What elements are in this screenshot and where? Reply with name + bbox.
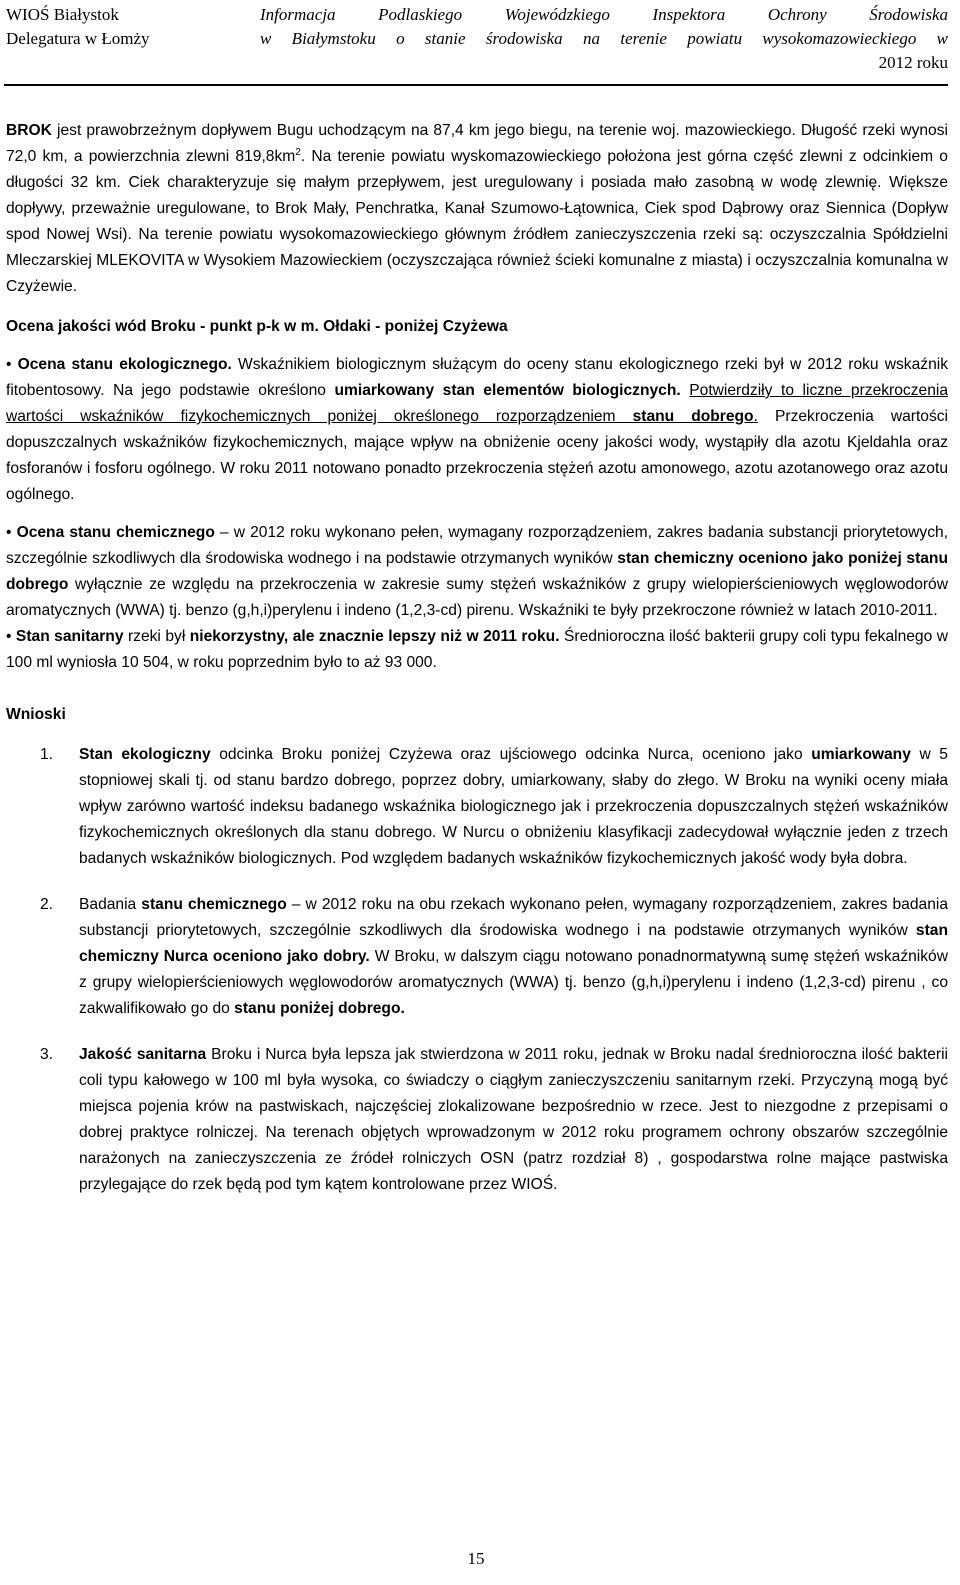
header-org: WIOŚ Białystok xyxy=(6,5,119,24)
river-name: BROK xyxy=(6,122,52,139)
chemical-paragraph xyxy=(6,520,948,624)
header-delegation: Delegatura w Łomży xyxy=(6,29,150,48)
conclusions-list xyxy=(6,742,948,1198)
eco-text-1: Wskaźnikiem biologicznym służącym do oceny stanu ekologicznego rzeki był w 2012 roku wskaźnik fitobentosowy. Na jego podstawie określono xyxy=(6,356,949,399)
conclusion-number: 3. xyxy=(40,1046,54,1063)
eco-underlined-bold: stanu dobrego xyxy=(632,408,754,425)
conclusion-number: 1. xyxy=(40,746,54,763)
conclusion-number: 2. xyxy=(40,896,54,913)
section-title: Ocena jakości wód Broku - punkt p-k w m. Ołdaki - poniżej Czyżewa xyxy=(6,318,508,335)
conclusion-span: odcinka Broku poniżej Czyżewa oraz ujściowego odcinka Nurca, oceniono jako xyxy=(210,746,812,763)
conclusion-text xyxy=(79,742,948,872)
conclusion-span: Badania xyxy=(79,896,142,913)
bullet-glyph: • xyxy=(6,356,18,373)
header-divider xyxy=(4,84,948,86)
eco-bold-2: umiarkowany stan elementów biologicznych. xyxy=(334,382,681,399)
conclusions-title: Wnioski xyxy=(6,706,66,723)
ecological-paragraph xyxy=(6,352,948,508)
conclusion-span: w 5 stopniowej skali tj. od stanu bardzo dobrego, poprzez dobry, umiarkowany, słaby do złego. W Broku na wyniki oceny miała wpływ zarówno wartość indeksu badanego wskaźnika biologicznego jak i przekroczenia dopuszczalnych stężeń wskaźników fizykochemicznych określonych dla stanu dobrego. W Nurcu o obniżeniu klasyfikacji zadecydował wyłącznie jeden z trzech badanych wskaźników biologicznych. Pod względem badanych wskaźników fizykochemicznych jakość wody była dobra. xyxy=(79,746,948,867)
intro-paragraph xyxy=(6,118,948,300)
conclusion-item xyxy=(6,892,948,1022)
conclusion-bold: Jakość sanitarna xyxy=(79,1046,207,1063)
intro-superscript: 2 xyxy=(295,146,301,158)
conclusion-bold: umiarkowany xyxy=(811,746,911,763)
header-left xyxy=(6,3,150,51)
eco-space xyxy=(681,382,690,399)
conclusion-item xyxy=(6,742,948,872)
header-title-line3: 2012 roku xyxy=(878,53,948,72)
sanit-text-2: Średnioroczna ilość bakterii grupy coli typu fekalnego w 100 ml wyniosła 10 504, w roku poprzednim było to aż 93 000. xyxy=(6,628,948,671)
header-title-line2: w Białymstoku o stanie środowiska na terenie powiatu wysokomazowieckiego w xyxy=(260,29,948,48)
conclusion-span: – w 2012 roku na obu rzekach wykonano pełen, wymagany rozporządzeniem, zakres badania substancji priorytetowych, szczególnie szkodliwych dla środowiska wodnego i na podstawie otrzymanych wyników xyxy=(79,896,948,939)
chem-heading: Ocena stanu chemicznego xyxy=(16,524,215,541)
bullet-glyph: • xyxy=(6,524,17,541)
conclusion-text xyxy=(79,892,948,1022)
header-right xyxy=(260,3,948,75)
intro-text-2: . Na terenie powiatu wyskomazowieckiego położona jest górna część zlewni z odcinkiem o długości 32 km. Ciek charakteryzuje się małym przepływem, jest uregulowany i posiada mało zasobną w wodę zlewnię. Większe dopływy, przeważnie uregulowane, to Brok Mały, Penchratka, Kanał Szumowo-Łątownica, Ciek spod Dąbrowy oraz Siennica (Dopływ spod Nowej Wsi). Na terenie powiatu wysokomazowieckiego głównym źródłem zanieczyszczenia rzeki są: oczyszczalnia Spółdzielni Mleczarskiej MLEKOVITA w Wysokiem Mazowieckiem (oczyszczająca również ścieki komunalne z miasta) i oczyszczalnia komunalna w Czyżewie. xyxy=(6,148,948,295)
sanit-bold-2: niekorzystny, ale znacznie lepszy niż w 2011 roku. xyxy=(189,628,560,645)
eco-heading: Ocena stanu ekologicznego. xyxy=(17,356,232,373)
chem-bold-2: stan chemiczny oceniono jako poniżej stanu dobrego xyxy=(6,550,948,593)
conclusion-span: Broku i Nurca była lepsza jak stwierdzona w 2011 roku, jednak w Broku nadal średnioroczna ilość bakterii coli typu kałowego w 100 ml była wysoka, co świadczy o ciągłym zanieczyszczeniu sanitarnym rzeki. Przyczyną mogą być miejsca pojenia krów na pastwiskach, najczęściej zlokalizowane bezpośrednio w rzece. Jest to niezgodne z przepisami o dobrej praktyce rolniczej. Na terenach objętych wprowadzonym w 2012 roku programem ochrony obszarów szczególnie narażonych na zanieczyszczenia ze źródeł rolniczych OSN (patrz rozdział 8) , gospodarstwa rolne mające pastwiska przylegające do rzek będą pod tym kątem kontrolowane przez WIOŚ. xyxy=(79,1046,948,1193)
conclusion-bold: stan chemiczny Nurca oceniono jako dobry. xyxy=(79,922,948,965)
intro-text-1: jest prawobrzeżnym dopływem Bugu uchodzącym na 87,4 km jego biegu, na terenie woj. mazowieckiego. Długość rzeki wynosi 72,0 km, a powierzchnia zlewni 819,8km xyxy=(6,122,948,165)
page-number: 15 xyxy=(467,1549,485,1568)
sanit-text-1: rzeki był xyxy=(123,628,190,645)
conclusion-span: W Broku, w dalszym ciągu notowano ponadnormatywną sumę stężeń wskaźników z grupy wielopierścieniowych węglowodorów aromatycznych (WWA) tj. benzo (g,h,i)perylenu i indeno (1,2,3-cd) pirenu , co zakwalifikowało go do xyxy=(79,948,948,1017)
eco-underlined-1: Potwierdziły to liczne przekroczenia wartości wskaźników fizykochemicznych poniżej określonego rozporządzeniem xyxy=(6,382,949,425)
bullet-glyph: • xyxy=(6,628,16,645)
conclusion-bold: Stan ekologiczny xyxy=(79,746,211,763)
conclusion-bold: stanu chemicznego xyxy=(141,896,287,913)
eco-text-3: Przekroczenia wartości dopuszczalnych wskaźników fizykochemicznych, mające wpływ na obniżenie oceny jakości wody, wystąpiły dla azotu Kjeldahla oraz fosforanów i fosforu ogólnego. W roku 2011 notowano ponadto przekroczenia stężeń azotu amonowego, azotu azotanowego oraz azotu ogólnego. xyxy=(6,408,949,503)
chem-text-1: – w 2012 roku wykonano pełen, wymagany rozporządzeniem, zakres badania substancji priorytetowych, szczególnie szkodliwych dla środowiska wodnego i na podstawie otrzymanych wyników xyxy=(6,524,948,567)
header-title-line1: Informacja Podlaskiego Wojewódzkiego Inspektora Ochrony Środowiska xyxy=(260,5,948,24)
sanit-heading: Stan sanitarny xyxy=(15,628,124,645)
eco-underlined-end: . xyxy=(753,408,758,425)
chem-text-2: wyłącznie ze względu na przekroczenia w zakresie sumy stężeń wskaźników z grupy wielopierścieniowych węglowodorów aromatycznych (WWA) tj. benzo (g,h,i)perylenu i indeno (1,2,3-cd) pirenu. Wskaźniki te były przekroczone również w latach 2010-2011. xyxy=(6,576,948,619)
conclusion-bold: stanu poniżej dobrego. xyxy=(234,1000,405,1017)
sanitary-paragraph xyxy=(6,624,948,676)
conclusion-text xyxy=(79,1042,948,1198)
conclusion-item xyxy=(6,1042,948,1198)
document-body xyxy=(6,118,948,1218)
